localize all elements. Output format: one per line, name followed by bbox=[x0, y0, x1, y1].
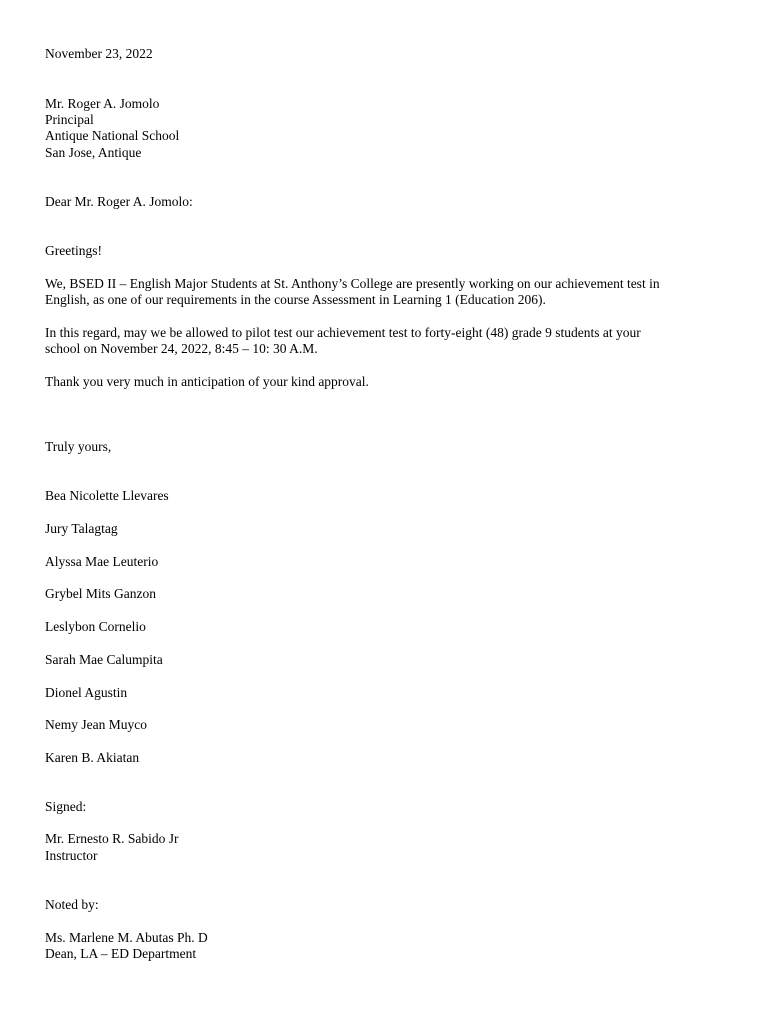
signatory-name: Karen B. Akiatan bbox=[45, 750, 140, 765]
signatory-name: Dionel Agustin bbox=[45, 685, 128, 700]
letter-date: November 23, 2022 bbox=[45, 46, 153, 61]
signatory-name: Bea Nicolette Llevares bbox=[45, 488, 169, 503]
instructor-title: Instructor bbox=[45, 848, 98, 863]
recipient-address: San Jose, Antique bbox=[45, 145, 142, 160]
signatory-name: Nemy Jean Muyco bbox=[45, 717, 147, 732]
body-paragraph-3: Thank you very much in anticipation of your kind approval. bbox=[45, 374, 369, 389]
dean-name: Ms. Marlene M. Abutas Ph. D bbox=[45, 930, 208, 945]
recipient-name: Mr. Roger A. Jomolo bbox=[45, 96, 160, 111]
signatory-name: Jury Talagtag bbox=[45, 521, 118, 536]
signatory-name: Sarah Mae Calumpita bbox=[45, 652, 163, 667]
signed-label: Signed: bbox=[45, 799, 87, 814]
signatory-name: Grybel Mits Ganzon bbox=[45, 586, 156, 601]
recipient-title: Principal bbox=[45, 112, 94, 127]
signatory-name: Alyssa Mae Leuterio bbox=[45, 554, 159, 569]
greeting: Greetings! bbox=[45, 243, 102, 258]
body-paragraph-2-line-1: In this regard, may we be allowed to pilot test our achievement test to forty-eight (48) grade 9 students at your bbox=[45, 325, 641, 340]
dean-title: Dean, LA – ED Department bbox=[45, 946, 197, 961]
signatory-name: Leslybon Cornelio bbox=[45, 619, 146, 634]
closing: Truly yours, bbox=[45, 439, 112, 454]
recipient-school: Antique National School bbox=[45, 128, 180, 143]
instructor-name: Mr. Ernesto R. Sabido Jr bbox=[45, 831, 179, 846]
body-paragraph-1-line-2: English, as one of our requirements in the course Assessment in Learning 1 (Education 206). bbox=[45, 292, 546, 307]
body-paragraph-2-line-2: school on November 24, 2022, 8:45 – 10: 30 A.M. bbox=[45, 341, 318, 356]
salutation: Dear Mr. Roger A. Jomolo: bbox=[45, 194, 193, 209]
body-paragraph-1-line-1: We, BSED II – English Major Students at St. Anthony’s College are presently working on our achievement test in bbox=[45, 276, 660, 291]
noted-label: Noted by: bbox=[45, 897, 99, 912]
